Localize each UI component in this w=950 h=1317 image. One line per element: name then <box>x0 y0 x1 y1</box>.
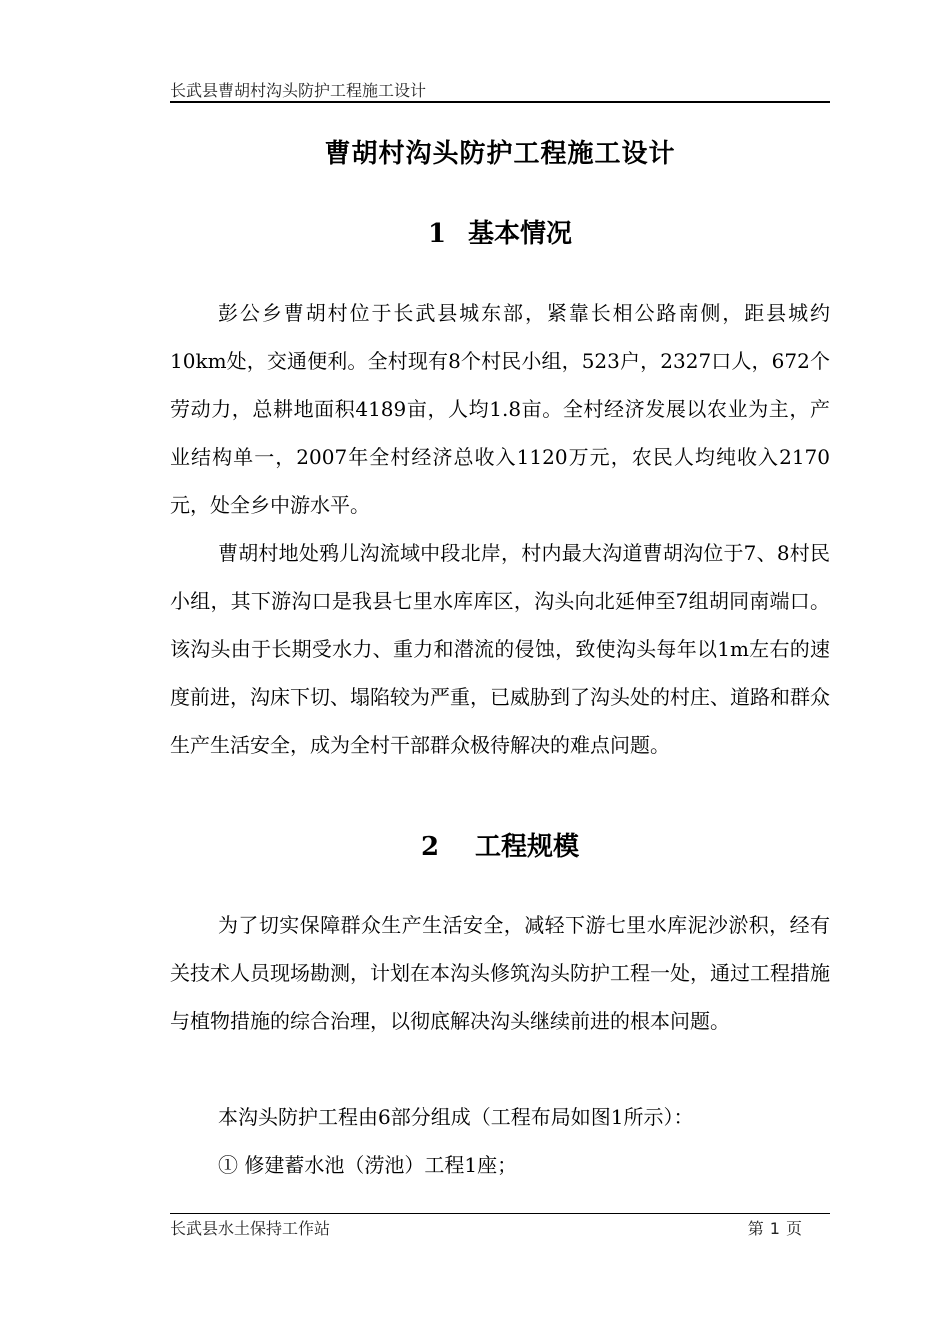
page-suffix: 页 <box>785 1219 802 1238</box>
section-1-title: 基本情况 <box>468 219 573 249</box>
section-1-paragraph-2: 曹胡村地处鸦儿沟流域中段北岸，村内最大沟道曹胡沟位于7、8村民小组，其下游沟口是我县七里水库库区，沟头向北延伸至7组胡同南端口。该沟头由于长期受水力、重力和潜流的侵蚀，致使沟头每年以1m左右的速度前进，沟床下切、塌陷较为严重，已威胁到了沟头处的村庄、道路和群众生产生活安全，成为全村干部群众极待解决的难点问题。 <box>170 541 830 757</box>
section-1-number: 1 <box>427 219 447 249</box>
document-title: 曹胡村沟头防护工程施工设计 <box>324 139 676 169</box>
section-2-paragraph-1: 为了切实保障群众生产生活安全，减轻下游七里水库泥沙淤积，经有关技术人员现场勘测，计划在本沟头修筑沟头防护工程一处，通过工程措施与植物措施的综合治理，以彻底解决沟头继续前进的根本问题。 <box>170 913 830 1033</box>
section-2-line-1: 本沟头防护工程由6部分组成（工程布局如图1所示）： <box>218 1105 694 1129</box>
footer-organization: 长武县水土保持工作站 <box>170 1219 331 1238</box>
section-1-heading <box>170 213 830 250</box>
page-number <box>748 1216 802 1239</box>
running-header: 长武县曹胡村沟头防护工程施工设计 <box>170 81 427 100</box>
section-2-title: 工程规模 <box>475 832 580 862</box>
footer-rule <box>170 1213 830 1214</box>
section-2-number: 2 <box>420 832 440 862</box>
header-rule <box>170 101 830 103</box>
page-number-value: 1 <box>769 1219 780 1238</box>
page-prefix: 第 <box>747 1219 764 1238</box>
section-2-line-2: ① 修建蓄水池（涝池）工程1座； <box>218 1153 518 1177</box>
section-1-paragraph-1: 彭公乡曹胡村位于长武县城东部，紧靠长相公路南侧，距县城约10km处，交通便利。全村现有8个村民小组，523户，2327口人，672个劳动力，总耕地面积4189亩，人均1.8亩。全村经济发展以农业为主，产业结构单一，2007年全村经济总收入1120万元，农民人均纯收入2170元，处全乡中游水平。 <box>170 301 830 517</box>
section-2-heading <box>170 826 830 863</box>
